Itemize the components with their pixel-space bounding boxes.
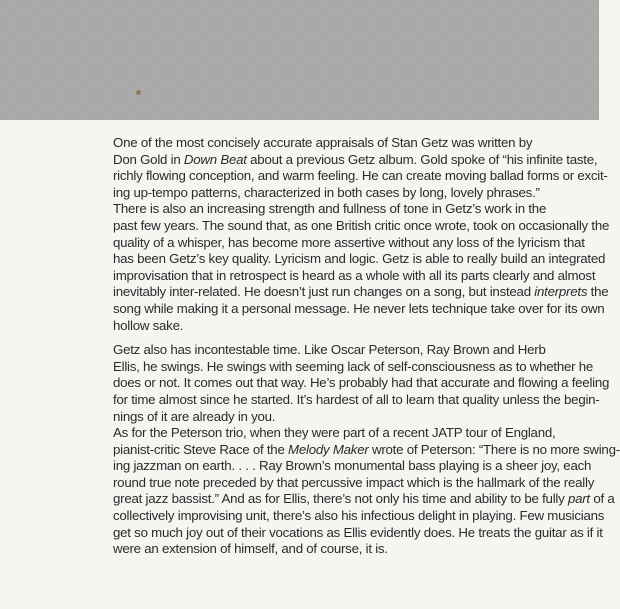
text-line: ing jazzman on earth. . . . Ray Brown’s monumental bass playing is a sheer joy, each	[113, 458, 592, 474]
text-line: nings of it are already in you.	[113, 408, 276, 424]
text-line: hollow sake.	[113, 317, 184, 333]
paragraph-2	[66, 201, 610, 334]
text-line: song while making it a personal message. He never lets technique take over for its own	[113, 300, 605, 316]
text-line: has been Getz’s key quality. Lyricism and logic. Getz is able to really build an integrated	[113, 251, 606, 267]
text-line: Ellis, he swings. He swings with seeming lack of self-consciousness as to whether he	[113, 358, 594, 374]
text-line: As for the Peterson trio, when they were part of a recent JATP tour of England,	[113, 425, 556, 441]
emphasis: part	[567, 491, 590, 507]
text-line: Getz also has incontestable time. Like Oscar Peterson, Ray Brown and Herb	[113, 342, 546, 358]
liner-notes-text	[66, 135, 620, 558]
text-line: for time almost since he started. It’s hardest of all to learn that quality unless the begin-	[113, 391, 600, 407]
text-line: past few years. The sound that, as one British critic once wrote, took on occasionally the	[113, 217, 610, 233]
text-line: were an extension of himself, and of course, it is.	[113, 541, 388, 557]
text-line: great jazz bassist.” And as for Ellis, there’s not only his time and ability to be fully part of a	[113, 491, 615, 507]
text-line: round true note preceded by that percussive impact which is the hallmark of the really	[113, 474, 595, 490]
text-line: improvisation that in retrospect is heard as a whole with all its parts clearly and almost	[113, 267, 596, 283]
text-line: does or not. It comes out that way. He’s probably had that accurate and flowing a feeling	[113, 375, 610, 391]
halftone-panel	[0, 0, 599, 120]
paragraph-3	[66, 342, 610, 425]
text-line: ing up-tempo patterns, characterized in both cases by long, lovely phrases.”	[113, 184, 540, 200]
text-line: One of the most concisely accurate appraisals of Stan Getz was written by	[113, 135, 533, 150]
text-line: collectively improvising unit, there’s also his infectious delight in playing. Few musicians	[113, 508, 605, 524]
text-line: There is also an increasing strength and fullness of tone in Getz’s work in the	[113, 201, 547, 217]
print-speck	[136, 90, 141, 95]
publication-title: Melody Maker	[288, 441, 369, 457]
text-line: get so much joy out of their vocations as Ellis evidently does. He treats the guitar as if it	[113, 524, 603, 540]
text-line: richly flowing conception, and warm feeling. He can create moving ballad forms or excit-	[113, 168, 608, 184]
text-line: inevitably inter-related. He doesn’t just run changes on a song, but instead interprets the	[113, 284, 609, 300]
text-line: Don Gold in Down Beat about a previous Getz album. Gold spoke of “his infinite taste,	[113, 151, 598, 167]
text-line: quality of a whisper, has become more assertive without any loss of the lyricism that	[113, 234, 585, 250]
paragraph-gap	[66, 334, 594, 342]
paragraph-4	[66, 425, 620, 558]
paragraph-1	[66, 135, 608, 201]
emphasis: interprets	[534, 284, 588, 300]
publication-title: Down Beat	[183, 151, 247, 167]
text-line: pianist-critic Steve Race of the Melody Maker wrote of Peterson: “There is no more swing-	[113, 441, 620, 457]
